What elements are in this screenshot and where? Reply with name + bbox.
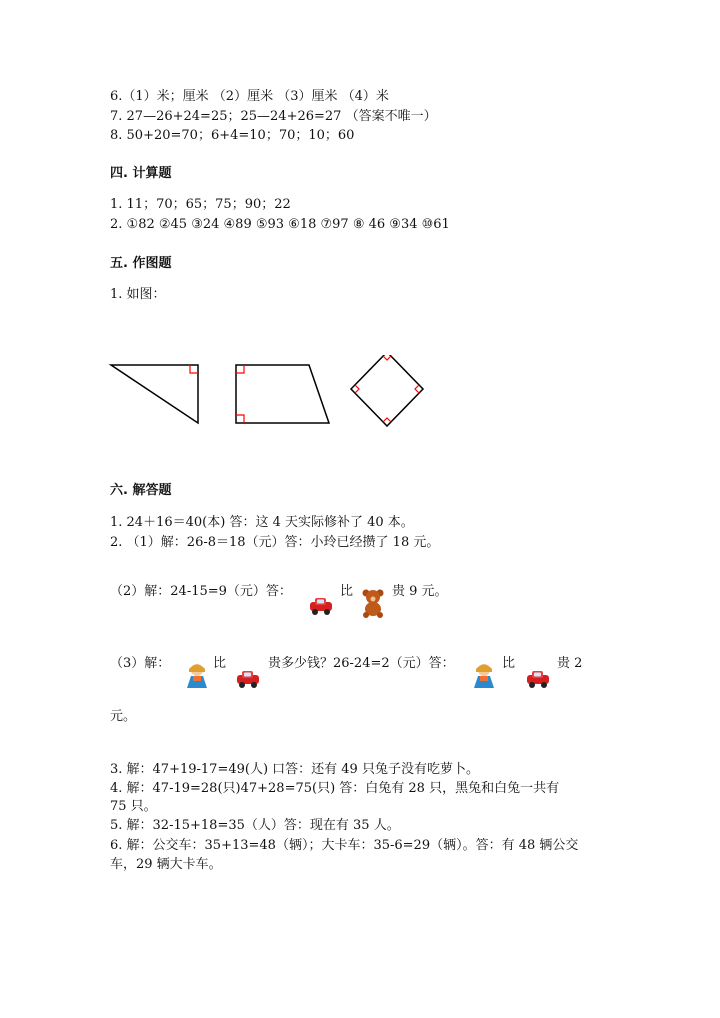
problem-2-3-continuation: 元。 xyxy=(110,709,137,724)
right-angle-mark xyxy=(383,418,391,422)
answer-line-8: 8. 50+20=70；6+4=10；70；10；60 xyxy=(110,128,355,143)
toy-car-icon xyxy=(235,668,261,690)
problem-2-3-suffix: 贵 2 xyxy=(557,656,583,671)
problem-4-line-2: 75 只。 xyxy=(110,799,157,814)
calc-line-2: 2. ①82 ②45 ③24 ④89 ⑤93 ⑥18 ⑦97 ⑧ 46 ⑨34 ⑩61 xyxy=(110,217,450,232)
problem-2-2-bi: 比 xyxy=(340,584,354,599)
section-title-calculation: 四. 计算题 xyxy=(110,166,172,181)
right-angle-mark xyxy=(236,365,244,373)
geometry-figures xyxy=(105,355,440,435)
right-angle-mark xyxy=(415,385,419,393)
answer-line-7: 7. 27—26+24=25；25—24+26=27 （答案不唯一） xyxy=(110,109,437,124)
right-triangle xyxy=(111,365,198,423)
problem-6-line-1: 6. 解：公交车：35+13=48（辆）；大卡车：35-6=29（辆）。答：有 48 辆公交 xyxy=(110,838,579,853)
problem-2-3-mid: 贵多少钱？26-24=2（元）答： xyxy=(268,656,455,671)
right-angle-mark xyxy=(190,365,198,373)
toy-car-icon xyxy=(308,595,334,617)
problem-2-3-prefix: （3）解： xyxy=(110,656,171,671)
problem-3: 3. 解：47+19-17=49(人) 口答：还有 49 只兔子没有吃萝卜。 xyxy=(110,762,479,777)
problem-2-3-bi: 比 xyxy=(213,656,227,671)
section-title-drawing: 五. 作图题 xyxy=(110,256,172,271)
drawing-line-1: 1. 如图： xyxy=(110,287,166,302)
problem-5: 5. 解：32-15+18=35（人）答：现在有 35 人。 xyxy=(110,818,400,833)
toy-car-icon xyxy=(525,668,551,690)
right-angle-mark xyxy=(383,356,391,360)
problem-1: 1. 24＋16＝40(本) 答：这 4 天实际修补了 40 本。 xyxy=(110,515,414,530)
problem-2-3-bi-2: 比 xyxy=(502,656,516,671)
section-title-word-problems: 六. 解答题 xyxy=(110,483,172,498)
doll-icon xyxy=(183,662,211,690)
problem-4-line-1: 4. 解：47-19=28(只)47+28=75(只) 答：白兔有 28 只，黑兔和白兔一共有 xyxy=(110,781,560,796)
problem-2-1: 2. （1）解：26-8＝18（元）答：小玲已经攒了 18 元。 xyxy=(110,535,440,550)
right-angle-mark xyxy=(355,385,359,393)
right-angle-mark xyxy=(236,415,244,423)
answer-line-6: 6.（1）米；厘米 （2）厘米 （3）厘米 （4）米 xyxy=(110,89,389,104)
teddy-bear-icon xyxy=(360,588,386,618)
problem-2-2-prefix: （2）解：24-15=9（元）答： xyxy=(110,584,292,599)
problem-6-line-2: 车，29 辆大卡车。 xyxy=(110,857,222,872)
doll-icon xyxy=(470,662,498,690)
right-trapezoid xyxy=(236,365,329,423)
rotated-square xyxy=(351,355,423,426)
calc-line-1: 1. 11；70；65；75；90；22 xyxy=(110,197,291,212)
problem-2-2-suffix: 贵 9 元。 xyxy=(392,584,448,599)
